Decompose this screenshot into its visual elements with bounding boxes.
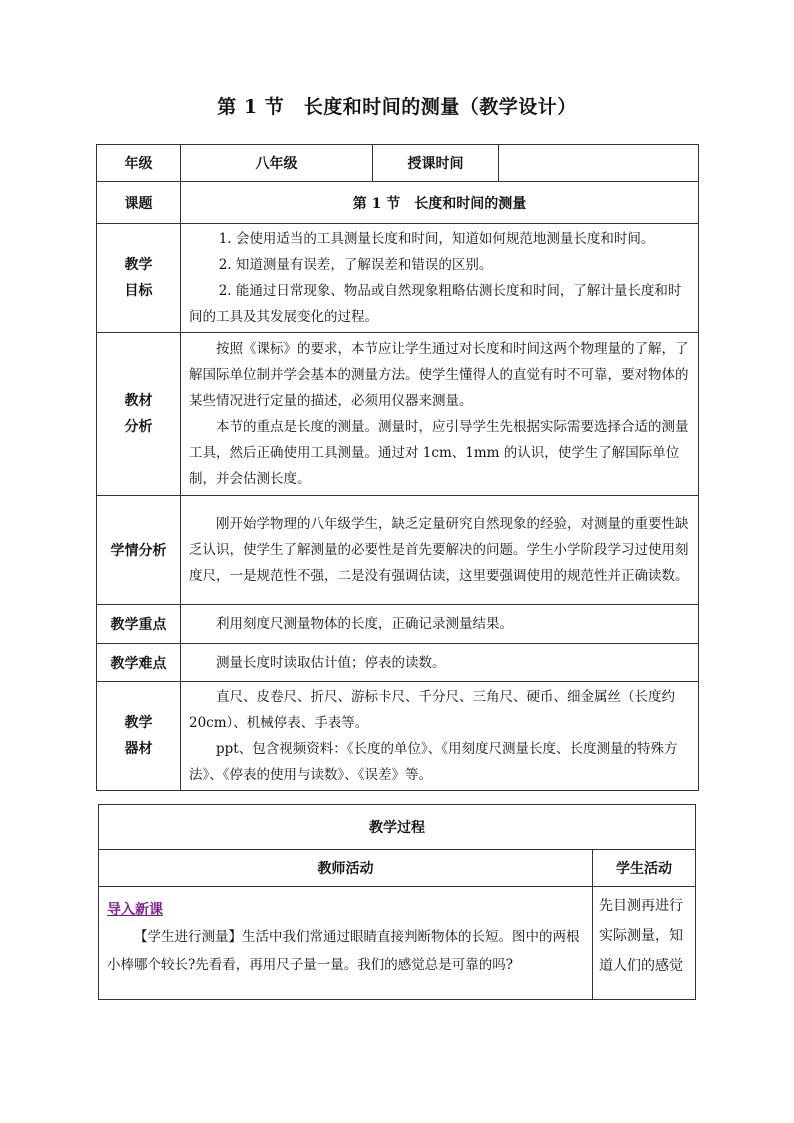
analysis-paragraph-1: 按照《课标》的要求，本节应让学生通过对长度和时间这两个物理量的了解，了解国际单位制并学会基本的测量方法。使学生懂得人的直觉有时不可靠，要对物体的某些情况进行定量的描述，必须用仪器来测量。 (189, 341, 689, 409)
materials-paragraph-1: 直尺、皮卷尺、折尺、游标卡尺、千分尺、三角尺、硬币、细金属丝（长度约 20cm）、机械停表、手表等。 (189, 689, 675, 731)
goal-item-3: 2. 能通过日常现象、物品或自然现象粗略估测长度和时间，了解计量长度和时间的工具及其发展变化的过程。 (189, 283, 682, 325)
process-header-row (99, 805, 696, 850)
difficulty-row (97, 644, 699, 682)
materials-label-line-2: 器材 (124, 741, 153, 757)
analysis-label-line-2: 分析 (124, 419, 153, 435)
learner-content (181, 496, 699, 605)
lesson-info-table (96, 144, 699, 791)
grade-label: 年级 (97, 145, 181, 182)
time-value (499, 145, 699, 182)
goal-item-2: 2. 知道测量有误差，了解误差和错误的区别。 (218, 257, 493, 273)
learner-row (97, 496, 699, 605)
grade-row (97, 145, 699, 182)
intro-row (99, 887, 696, 1000)
goals-label-line-2: 目标 (124, 283, 153, 299)
section-title-intro: 导入新课 (107, 902, 163, 918)
process-header: 教学过程 (99, 805, 696, 850)
materials-label-line-1: 教学 (124, 715, 153, 731)
analysis-label-line-1: 教材 (124, 393, 153, 409)
student-activity-cell: 先目测再进行实际测量，知道人们的感觉 (593, 887, 696, 1000)
difficulty-text: 测量长度时读取估计值；停表的读数。 (216, 654, 446, 671)
teacher-activity-text: 【学生进行测量】生活中我们常通过眼睛直接判断物体的长短。图中的两根小棒哪个较长?先看看，再用尺子量一量。我们的感觉总是可靠的吗? (107, 929, 580, 973)
focus-content (181, 605, 699, 644)
grade-value: 八年级 (181, 145, 373, 182)
materials-label (97, 682, 181, 791)
document-title: 第 1 节 长度和时间的测量（教学设计） (217, 96, 577, 118)
analysis-label (97, 333, 181, 496)
goals-row (97, 224, 699, 333)
goal-item-1: 1. 会使用适当的工具测量长度和时间，知道如何规范地测量长度和时间。 (218, 231, 655, 247)
goals-label (97, 224, 181, 333)
analysis-content (181, 333, 699, 496)
analysis-paragraph-2: 本节的重点是长度的测量。测量时，应引导学生先根据实际需要选择合适的测量工具，然后正确使用工具测量。通过对 1cm、1mm 的认识，使学生了解国际单位制，并会估测长度。 (189, 419, 689, 487)
time-label: 授课时间 (373, 145, 499, 182)
topic-row (97, 182, 699, 224)
difficulty-label: 教学难点 (97, 644, 181, 682)
materials-content (181, 682, 699, 791)
goals-label-line-1: 教学 (124, 257, 153, 273)
focus-label: 教学重点 (97, 605, 181, 644)
teaching-process-table (98, 804, 696, 1000)
learner-paragraph: 刚开始学物理的八年级学生，缺乏定量研究自然现象的经验，对测量的重要性缺乏认识，使学生了解测量的必要性是首先要解决的问题。学生小学阶段学习过使用刻度尺，一是规范性不强，二是没有强调估读，这里要强调使用的规范性并正确读数。 (189, 516, 689, 584)
topic-label: 课题 (97, 182, 181, 224)
focus-row (97, 605, 699, 644)
learner-label: 学情分析 (97, 496, 181, 605)
goals-content (181, 224, 699, 333)
student-activity-header: 学生活动 (593, 850, 696, 887)
materials-paragraph-2: ppt、包含视频资料：《长度的单位》、《用刻度尺测量长度、长度测量的特殊方法》、《停表的使用与读数》、《误差》等。 (189, 741, 678, 783)
teacher-activity-cell (99, 887, 593, 1000)
materials-row (97, 682, 699, 791)
process-columns-row (99, 850, 696, 887)
teacher-activity-header: 教师活动 (99, 850, 593, 887)
difficulty-content (181, 644, 699, 682)
topic-value: 第 1 节 长度和时间的测量 (181, 182, 699, 224)
focus-text: 利用刻度尺测量物体的长度，正确记录测量结果。 (216, 616, 513, 632)
analysis-row (97, 333, 699, 496)
